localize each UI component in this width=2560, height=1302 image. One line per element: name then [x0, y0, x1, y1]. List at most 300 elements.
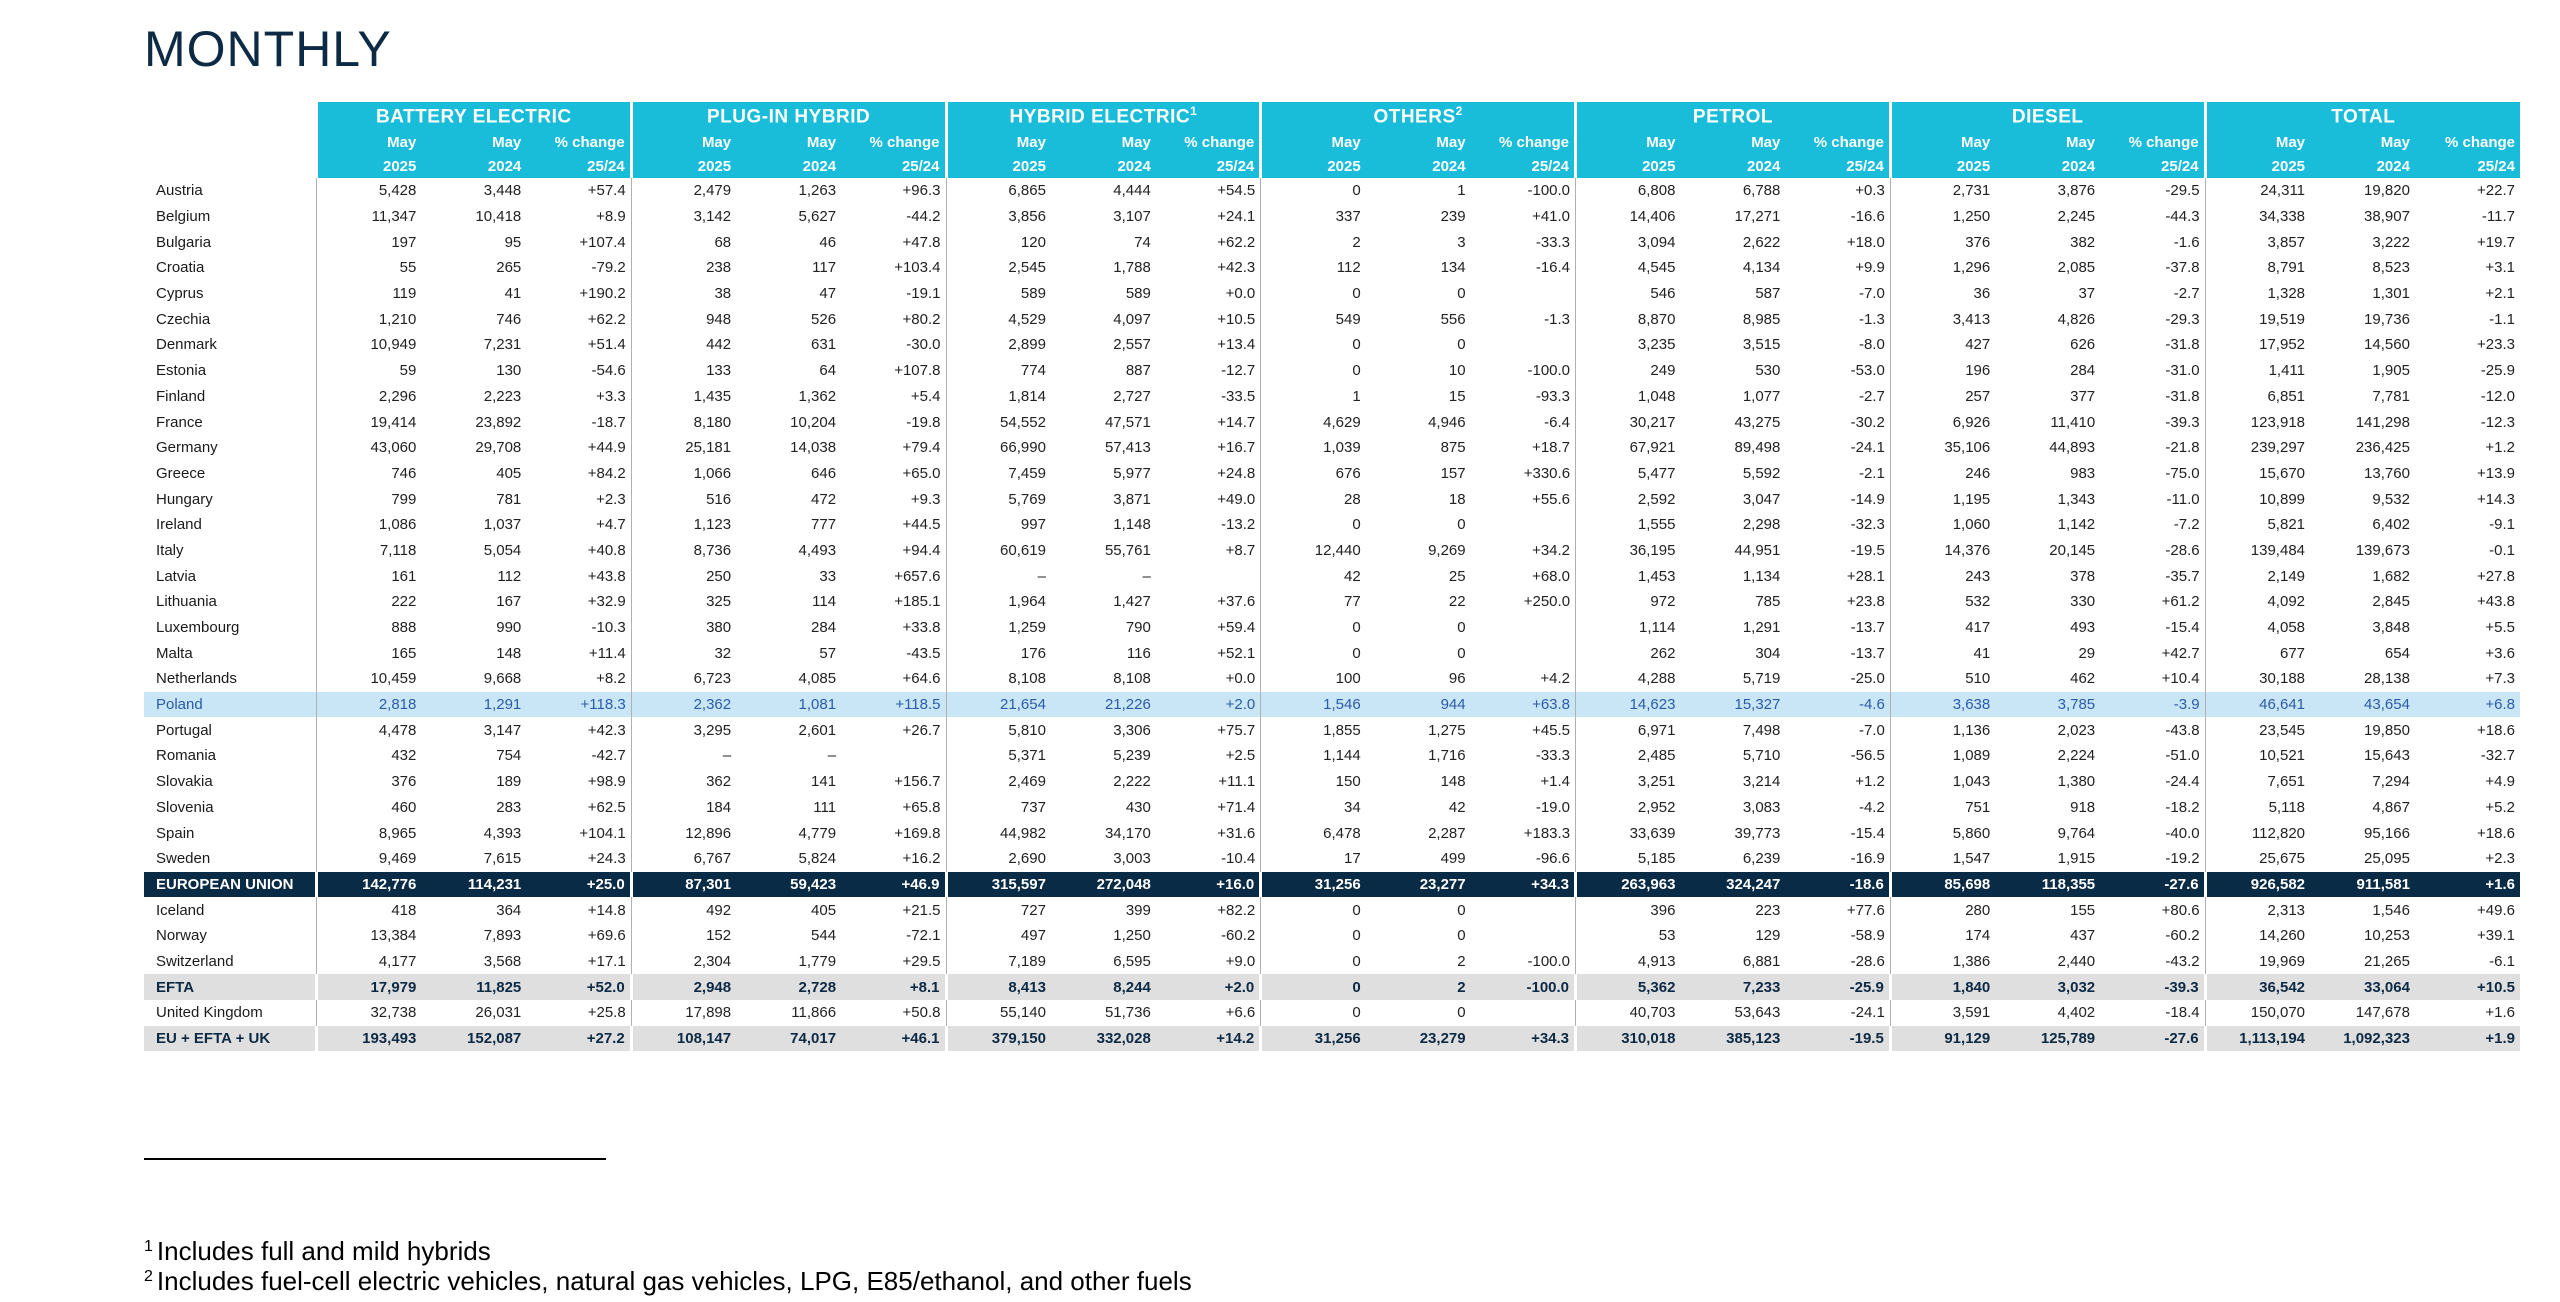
cell-previous: 47 [819, 285, 837, 303]
cell-change: +46.1 [841, 1026, 946, 1052]
col-header-current: 2025 [316, 154, 421, 178]
row-label: United Kingdom [144, 1000, 316, 1026]
cell-change: +118.5 [841, 692, 946, 718]
cell-previous: 430 [1125, 798, 1151, 816]
cell-current: 112 [1261, 255, 1366, 281]
cell-change: +63.8 [1471, 692, 1576, 718]
cell-previous: 0 [1457, 644, 1466, 662]
cell-previous: 141 [811, 773, 837, 791]
cell-change: +2.3 [596, 490, 626, 508]
cell-current: 25,181 [631, 435, 736, 461]
cell-change: +18.6 [2477, 824, 2515, 842]
cell-previous: 22 [1448, 593, 1466, 611]
row-label: Bulgaria [144, 229, 316, 255]
cell-change: +57.4 [587, 182, 626, 200]
cell-previous: 1,682 [2372, 567, 2410, 585]
cell-current: 2,952 [1576, 795, 1681, 821]
col-header-previous: May [1680, 130, 1785, 154]
cell-previous: 785 [1755, 593, 1781, 611]
cell-change: -24.4 [2165, 773, 2200, 791]
col-header-change: 25/24 [526, 154, 631, 178]
cell-previous: 51,736 [1104, 1004, 1151, 1022]
cell-current: 150 [1261, 769, 1366, 795]
cell-change: -3.9 [2100, 692, 2205, 718]
cell-previous: 3,147 [483, 721, 522, 739]
cell-current: 4,545 [1576, 255, 1681, 281]
cell-current: 2,469 [946, 769, 1051, 795]
cell-previous: 0 [1457, 901, 1466, 919]
cell-change: -19.8 [906, 413, 941, 431]
cell-current: 2,149 [2205, 563, 2310, 589]
page-title: MONTHLY [144, 21, 392, 77]
cell-previous: 4,393 [483, 824, 522, 842]
cell-previous: 1,291 [421, 692, 526, 718]
cell-change: -29.5 [2165, 182, 2200, 200]
col-header-previous: 2024 [1680, 154, 1785, 178]
cell-change: +1.4 [1540, 773, 1571, 791]
cell-previous: 29,708 [475, 439, 522, 457]
table-row-european-union [144, 872, 2520, 898]
cell-current: 3,857 [2205, 229, 2310, 255]
cell-current: 1,136 [1890, 717, 1995, 743]
cell-current: 23,545 [2205, 717, 2310, 743]
cell-previous: 437 [2070, 927, 2096, 945]
cell-change: +1.2 [1855, 773, 1885, 791]
cell-current: 250 [631, 563, 736, 589]
cell-change: +71.4 [1217, 798, 1256, 816]
cell-previous: 6,402 [2372, 516, 2410, 534]
group-header-label: OTHERS [1373, 106, 1456, 128]
cell-change: -25.0 [1850, 670, 1885, 688]
cell-current: 59 [316, 358, 421, 384]
cell-current: 14,376 [1890, 538, 1995, 564]
col-header-change: % change [2415, 130, 2520, 154]
cell-change: +2.5 [1225, 747, 1256, 765]
cell-current: 12,440 [1261, 538, 1366, 564]
cell-current: 8,736 [631, 538, 736, 564]
cell-previous: 1,788 [1113, 259, 1151, 277]
cell-current: 1,195 [1890, 486, 1995, 512]
cell-current: 2 [1261, 229, 1366, 255]
cell-current: 25,675 [2205, 846, 2310, 872]
row-label: Germany [144, 435, 316, 461]
cell-previous: 405 [811, 901, 837, 919]
cell-previous: 8,523 [2372, 259, 2410, 277]
cell-previous: 57 [819, 644, 837, 662]
group-header-row [144, 102, 2520, 130]
col-header-current: May [1890, 130, 1995, 154]
cell-change: -40.0 [2165, 824, 2200, 842]
row-label: Netherlands [144, 666, 316, 692]
group-header-label: HYBRID ELECTRIC [1009, 106, 1191, 128]
col-header-current: May [1261, 130, 1366, 154]
cell-previous: 1,081 [736, 692, 841, 718]
cell-change [1471, 640, 1576, 666]
cell-current: 142,776 [316, 872, 421, 898]
cell-current: 123,918 [2205, 409, 2310, 435]
cell-change: -10.3 [591, 619, 626, 637]
cell-current: 1,435 [631, 384, 736, 410]
cell-current: 60,619 [946, 538, 1051, 564]
cell-previous: 20,145 [2049, 541, 2096, 559]
cell-change: +14.7 [1217, 413, 1256, 431]
group-footnote-marker: 1 [1190, 103, 1198, 118]
cell-change: -7.0 [1858, 721, 1885, 739]
cell-previous: 2,557 [1113, 336, 1151, 354]
table-row-malta [144, 640, 2520, 666]
cell-previous: 1,275 [1428, 721, 1466, 739]
cell-change: -51.0 [2165, 747, 2200, 765]
cell-current: 427 [1890, 332, 1995, 358]
cell-current: 3,251 [1576, 769, 1681, 795]
cell-current: 442 [631, 332, 736, 358]
cell-current: 19,519 [2205, 306, 2310, 332]
group-header-diesel [1890, 102, 2205, 130]
cell-previous: 1,362 [798, 387, 837, 405]
cell-change: -15.4 [1850, 824, 1885, 842]
cell-previous: 4,097 [1113, 310, 1151, 328]
cell-previous: 556 [1440, 310, 1466, 328]
table-row-denmark [144, 332, 2520, 358]
cell-current: 42 [1261, 563, 1366, 589]
cell-previous: 130 [496, 362, 522, 380]
cell-previous: 2,298 [1742, 516, 1781, 534]
cell-current: 492 [631, 897, 736, 923]
cell-current: 10,899 [2205, 486, 2310, 512]
col-header-change: 25/24 [1785, 154, 1890, 178]
cell-change: -2.1 [1858, 464, 1885, 482]
col-header-previous: 2024 [2310, 154, 2415, 178]
cell-current: 17 [1261, 846, 1366, 872]
cell-change: -93.3 [1535, 387, 1571, 405]
cell-change: -39.3 [2165, 413, 2200, 431]
cell-previous: 1,250 [1113, 927, 1151, 945]
cell-change: -19.1 [906, 285, 941, 303]
cell-change: +62.2 [587, 310, 626, 328]
table-row-switzerland [144, 949, 2520, 975]
cell-previous: 2,223 [483, 387, 522, 405]
cell-change: +33.8 [902, 619, 941, 637]
cell-change: +24.8 [1217, 464, 1256, 482]
cell-current: 2,731 [1890, 178, 1995, 204]
cell-current: 0 [1261, 332, 1366, 358]
cell-change: +68.0 [1532, 567, 1571, 585]
cell-previous: 141,298 [2355, 413, 2410, 431]
cell-change: +250.0 [1523, 593, 1571, 611]
cell-change: +94.4 [902, 541, 941, 559]
cell-current: 1 [1261, 384, 1366, 410]
cell-previous: 112 [497, 567, 522, 585]
cell-change: +43.8 [587, 567, 626, 585]
cell-current: 46,641 [2205, 692, 2310, 718]
cell-previous: 887 [1125, 362, 1151, 380]
cell-previous: 33 [819, 567, 837, 585]
cell-current: 19,969 [2205, 949, 2310, 975]
cell-previous: 654 [2384, 644, 2410, 662]
cell-previous: 3 [1457, 233, 1466, 251]
cell-previous: 148 [1440, 773, 1466, 791]
cell-previous: 462 [2070, 670, 2096, 688]
cell-current: 589 [946, 281, 1051, 307]
cell-current: 108,147 [631, 1026, 736, 1052]
cell-current: 12,896 [631, 820, 736, 846]
cell-change: +183.3 [1523, 824, 1571, 842]
cell-change: -2.7 [1858, 387, 1885, 405]
cell-current: 3,638 [1890, 692, 1995, 718]
cell-change: -32.3 [1850, 516, 1885, 534]
cell-change: +8.2 [596, 670, 626, 688]
cell-previous: 1,546 [2372, 901, 2410, 919]
cell-previous: 2,440 [2057, 952, 2096, 970]
cell-change: +156.7 [894, 773, 941, 791]
cell-previous: 8,985 [1742, 310, 1781, 328]
cell-change: +26.7 [902, 721, 941, 739]
cell-change: +8.9 [596, 208, 626, 226]
cell-previous: 2 [1457, 952, 1466, 970]
table-row-united-kingdom [144, 1000, 2520, 1026]
cell-current: 7,651 [2205, 769, 2310, 795]
cell-previous: 499 [1440, 850, 1466, 868]
cell-change: -6.4 [1544, 413, 1571, 431]
col-header-change: % change [1471, 130, 1576, 154]
cell-previous: 116 [1126, 644, 1151, 662]
cell-change [1156, 563, 1261, 589]
cell-previous: 1,915 [2057, 850, 2096, 868]
cell-current: 3,142 [631, 204, 736, 230]
cell-change: -2.7 [2173, 285, 2200, 303]
cell-change: +5.2 [2485, 798, 2515, 816]
cell-current: 2,479 [631, 178, 736, 204]
cell-change: +1.6 [2485, 1004, 2515, 1022]
cell-current: 549 [1261, 306, 1366, 332]
cell-current: 677 [2205, 640, 2310, 666]
cell-change: -100.0 [1471, 974, 1576, 1000]
cell-change: +32.9 [587, 593, 626, 611]
table-row-ireland [144, 512, 2520, 538]
cell-current: 2,313 [2205, 897, 2310, 923]
cell-current: 0 [1261, 640, 1366, 666]
cell-change: -1.1 [2489, 310, 2515, 328]
cell-previous: 1,301 [2372, 285, 2410, 303]
cell-previous: 7,893 [483, 927, 522, 945]
cell-current: 2,296 [316, 384, 421, 410]
cell-previous: 1,142 [2057, 516, 2096, 534]
cell-previous: 875 [1440, 439, 1466, 457]
cell-current: 460 [316, 795, 421, 821]
table-row-latvia [144, 563, 2520, 589]
registrations-table [144, 102, 2520, 1051]
cell-current: 38 [631, 281, 736, 307]
cell-current: 510 [1890, 666, 1995, 692]
cell-change: -28.6 [2165, 541, 2200, 559]
cell-previous: 4,493 [798, 541, 837, 559]
cell-current: 152 [631, 923, 736, 949]
cell-previous: 283 [496, 798, 522, 816]
cell-change: +40.8 [587, 541, 626, 559]
registrations-table-container [144, 102, 2520, 1051]
col-header-previous: 2024 [421, 154, 526, 178]
cell-previous: 9,269 [1428, 541, 1466, 559]
cell-current: 432 [316, 743, 421, 769]
cell-previous: 3,871 [1113, 490, 1151, 508]
cell-current: 1,547 [1890, 846, 1995, 872]
cell-previous: 6,788 [1742, 182, 1781, 200]
cell-current: 0 [1261, 974, 1366, 1000]
cell-change: -44.2 [906, 208, 941, 226]
cell-current: 133 [631, 358, 736, 384]
cell-previous: 6,595 [1113, 952, 1151, 970]
cell-change: +0.0 [1225, 285, 1256, 303]
cell-change: +330.6 [1523, 464, 1571, 482]
cell-previous: 3,568 [483, 952, 522, 970]
cell-current: 55 [316, 255, 421, 281]
cell-current: 727 [946, 897, 1051, 923]
cell-change: +3.3 [596, 387, 626, 405]
cell-current: 376 [1890, 229, 1995, 255]
cell-current: 0 [1261, 923, 1366, 949]
cell-previous: 377 [2070, 387, 2096, 405]
cell-current: 1,048 [1576, 384, 1681, 410]
cell-previous: 23,277 [1366, 872, 1471, 898]
cell-change: +9.3 [910, 490, 941, 508]
cell-previous: 74,017 [736, 1026, 841, 1052]
cell-previous: – [1142, 567, 1151, 585]
cell-change: -72.1 [906, 927, 941, 945]
cell-change: +44.9 [587, 439, 626, 457]
cell-previous: 139,673 [2355, 541, 2410, 559]
cell-current: 0 [1261, 178, 1366, 204]
cell-change: +80.6 [2161, 901, 2200, 919]
cell-previous: 23,892 [475, 413, 522, 431]
cell-change: +10.5 [1217, 310, 1256, 328]
cell-change: +2.1 [2485, 285, 2515, 303]
cell-change: -16.9 [1850, 850, 1885, 868]
cell-current: 3,856 [946, 204, 1051, 230]
col-header-previous: May [421, 130, 526, 154]
cell-previous: 631 [811, 336, 837, 354]
col-header-previous: 2024 [1995, 154, 2100, 178]
cell-previous: 44,893 [2049, 439, 2096, 457]
cell-current: 6,865 [946, 178, 1051, 204]
cell-previous: 324,247 [1680, 872, 1785, 898]
row-label: Hungary [144, 486, 316, 512]
cell-current: 5,477 [1576, 461, 1681, 487]
cell-previous: 129 [1755, 927, 1781, 945]
cell-previous: 223 [1755, 901, 1781, 919]
cell-current: 4,913 [1576, 949, 1681, 975]
cell-current: 1,840 [1890, 974, 1995, 1000]
cell-current: 2,592 [1576, 486, 1681, 512]
cell-change: +42.7 [2161, 644, 2200, 662]
table-row-france [144, 409, 2520, 435]
group-header-label: BATTERY ELECTRIC [376, 106, 572, 128]
cell-current: 737 [946, 795, 1051, 821]
cell-change: +61.2 [2161, 593, 2200, 611]
cell-previous: 2,601 [798, 721, 837, 739]
cell-change: -19.5 [1785, 1026, 1890, 1052]
cell-change: +24.3 [587, 850, 626, 868]
cell-previous: 1,380 [2057, 773, 2096, 791]
cell-current: 14,623 [1576, 692, 1681, 718]
cell-current: 2,545 [946, 255, 1051, 281]
cell-current: 0 [1261, 615, 1366, 641]
cell-current: 5,769 [946, 486, 1051, 512]
cell-current: 161 [316, 563, 421, 589]
cell-change: -39.3 [2100, 974, 2205, 1000]
cell-previous: 589 [1125, 285, 1151, 303]
cell-change: +2.3 [2485, 850, 2515, 868]
cell-change: +49.0 [1217, 490, 1256, 508]
cell-change: -58.9 [1850, 927, 1885, 945]
cell-change: +9.0 [1225, 952, 1256, 970]
row-label: Portugal [144, 717, 316, 743]
col-header-current: May [1576, 130, 1681, 154]
cell-current: 34 [1261, 795, 1366, 821]
cell-current: 176 [946, 640, 1051, 666]
cell-current: 249 [1576, 358, 1681, 384]
cell-change: +0.3 [1855, 182, 1885, 200]
row-label: Sweden [144, 846, 316, 872]
cell-current: 10,949 [316, 332, 421, 358]
cell-current: 53 [1576, 923, 1681, 949]
col-header-change: % change [841, 130, 946, 154]
cell-previous: 28,138 [2364, 670, 2410, 688]
cell-current: 68 [631, 229, 736, 255]
cell-change: +46.9 [841, 872, 946, 898]
cell-change: -32.7 [2480, 747, 2515, 765]
table-row-slovenia [144, 795, 2520, 821]
cell-change: +11.1 [1218, 773, 1256, 791]
cell-change: -4.6 [1785, 692, 1890, 718]
cell-previous: 911,581 [2310, 872, 2415, 898]
cell-current: 1,089 [1890, 743, 1995, 769]
col-header-change: 25/24 [1471, 154, 1576, 178]
cell-previous: 1,343 [2057, 490, 2096, 508]
cell-previous: 284 [811, 619, 837, 637]
cell-change: +65.0 [902, 464, 941, 482]
cell-previous: 918 [2070, 798, 2096, 816]
cell-previous: 39,773 [1734, 824, 1781, 842]
cell-previous: 15,327 [1680, 692, 1785, 718]
cell-previous: 5,627 [798, 208, 837, 226]
cell-change: +44.5 [902, 516, 941, 534]
cell-previous: 3,003 [1113, 850, 1151, 868]
cell-change: -16.4 [1535, 259, 1571, 277]
cell-previous: 4,402 [2057, 1004, 2096, 1022]
cell-current: 243 [1890, 563, 1995, 589]
cell-previous: 19,850 [2364, 721, 2410, 739]
cell-current: 1,060 [1890, 512, 1995, 538]
cell-change: -30.0 [906, 336, 941, 354]
cell-current: 799 [316, 486, 421, 512]
cell-previous: 3,785 [1995, 692, 2100, 718]
cell-previous: 9,532 [2372, 490, 2410, 508]
cell-change: +6.6 [1225, 1004, 1256, 1022]
cell-previous: 43,654 [2310, 692, 2415, 718]
cell-previous: 7,615 [483, 850, 522, 868]
cell-current: 546 [1576, 281, 1681, 307]
cell-current: 30,188 [2205, 666, 2310, 692]
cell-change: -18.4 [2165, 1004, 2200, 1022]
cell-previous: 7,781 [2372, 387, 2410, 405]
row-label: Malta [144, 640, 316, 666]
cell-current: 31,256 [1261, 872, 1366, 898]
cell-change: +18.7 [1532, 439, 1571, 457]
table-row-norway [144, 923, 2520, 949]
cell-change: -29.3 [2165, 310, 2200, 328]
cell-change: +22.7 [2477, 182, 2515, 200]
cell-previous: 587 [1755, 285, 1781, 303]
